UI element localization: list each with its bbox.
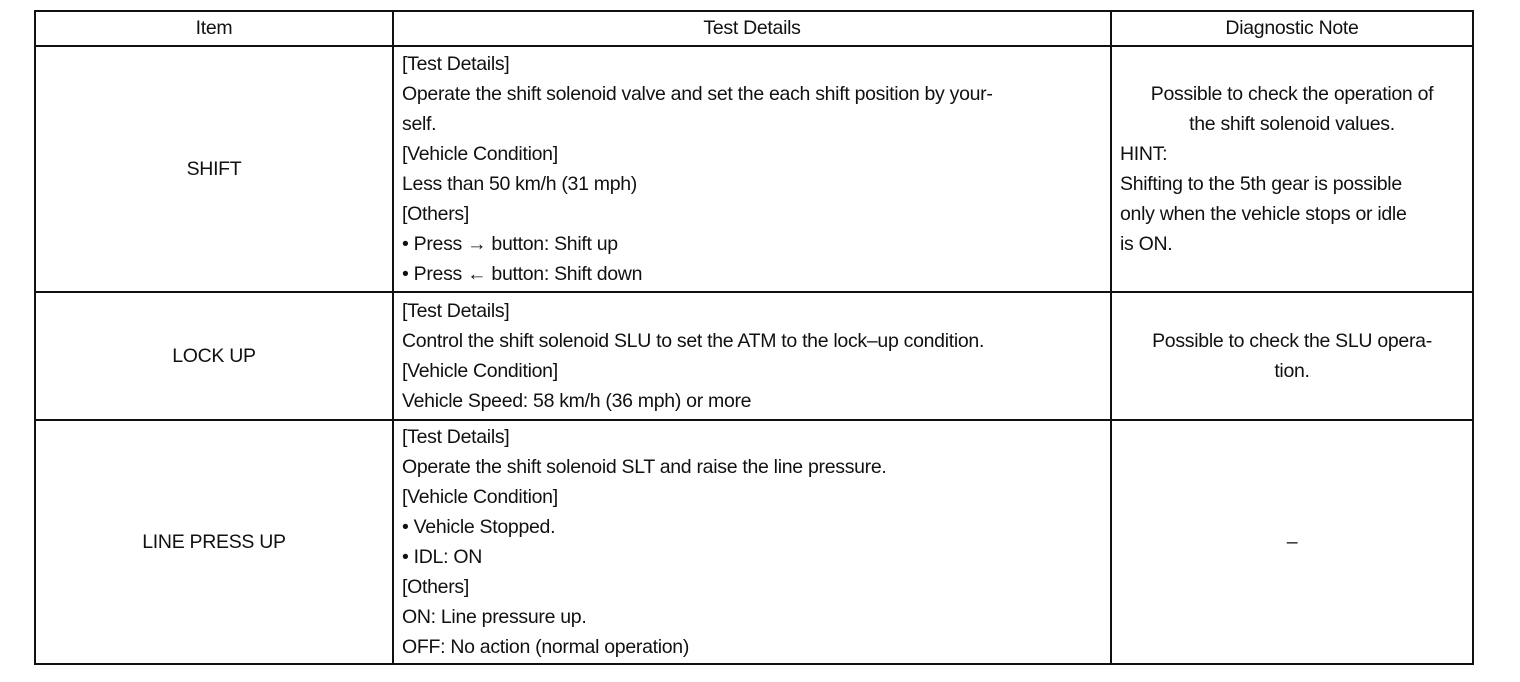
note-cell [1111,46,1473,292]
note-cell [1111,420,1473,664]
note-line: is ON. [1120,233,1173,255]
details-line: [Vehicle Condition] [402,486,558,508]
details-line: • Press ← button: Shift down [402,263,643,285]
note-line: the shift solenoid values. [1189,113,1395,135]
details-line: self. [402,113,437,135]
table-row-shift [35,46,1473,292]
details-line: ON: Line pressure up. [402,606,587,628]
note-line: Possible to check the operation of [1150,83,1434,105]
note-line: – [1286,531,1298,553]
item-cell: SHIFT [35,46,393,292]
details-line: • IDL: ON [402,546,482,568]
details-line: [Others] [402,576,469,598]
note-line: Possible to check the SLU opera- [1152,330,1432,352]
header-row [35,11,1473,46]
details-line: OFF: No action (normal operation) [402,636,690,658]
details-line: Less than 50 km/h (31 mph) [402,173,637,195]
details-line: [Test Details] [402,300,510,322]
note-line: only when the vehicle stops or idle [1120,203,1407,225]
active-test-table [34,10,1474,665]
table-row-lock-up [35,292,1473,420]
details-line: Operate the shift solenoid SLT and raise the line pressure. [402,456,887,478]
note-line: HINT: [1120,143,1168,165]
note-line: Shifting to the 5th gear is possible [1120,173,1402,195]
details-line: [Vehicle Condition] [402,143,558,165]
details-cell [393,292,1111,420]
item-cell: LOCK UP [35,292,393,420]
details-line: Vehicle Speed: 58 km/h (36 mph) or more [402,390,752,412]
details-line: Control the shift solenoid SLU to set the ATM to the lock–up condition. [402,330,985,352]
details-line: • Vehicle Stopped. [402,516,556,538]
header-item: Item [35,11,393,46]
note-line: tion. [1274,360,1310,382]
details-line: [Test Details] [402,53,510,75]
details-cell [393,46,1111,292]
details-line: Operate the shift solenoid valve and set the each shift position by your- [402,83,993,105]
details-line: [Others] [402,203,469,225]
header-diagnostic-note: Diagnostic Note [1111,11,1473,46]
details-line: [Test Details] [402,426,510,448]
note-cell [1111,292,1473,420]
details-line: • Press → button: Shift up [402,233,618,255]
details-cell [393,420,1111,664]
table-row-line-press-up [35,420,1473,664]
details-line: [Vehicle Condition] [402,360,558,382]
item-cell: LINE PRESS UP [35,420,393,664]
header-test-details: Test Details [393,11,1111,46]
